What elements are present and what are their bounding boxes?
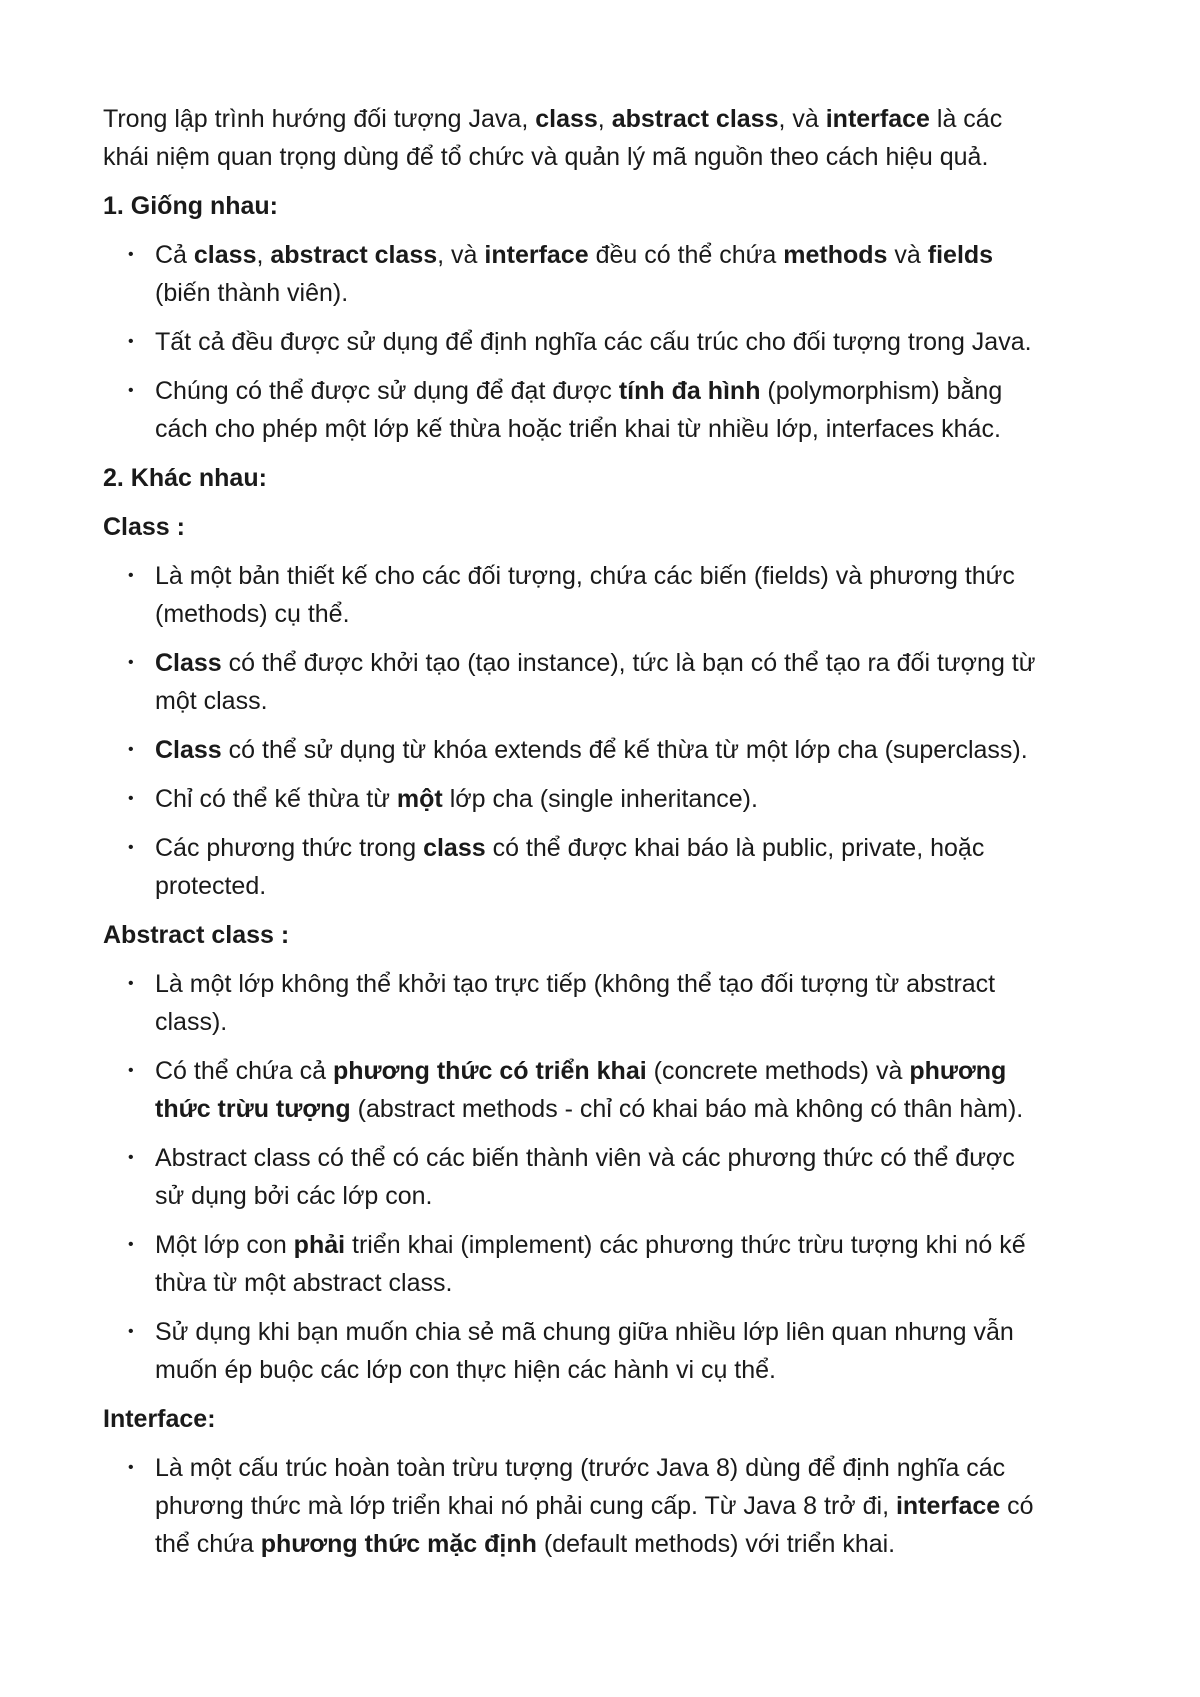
bullet-icon: • — [128, 1149, 134, 1166]
abstract-class-heading: Abstract class : — [103, 921, 290, 949]
list-item: • Một lớp con phải triển khai (implement) các phương thức trừu tượng khi nó kế thừa từ một abstract class. — [103, 1226, 1040, 1302]
bullet-icon: • — [128, 246, 134, 263]
list-item: • Các phương thức trong class có thể được khai báo là public, private, hoặc protected. — [103, 829, 1040, 905]
interface-list — [103, 1449, 1040, 1563]
list-item: • Chỉ có thể kế thừa từ một lớp cha (single inheritance). — [103, 780, 1040, 818]
list-item: • Là một bản thiết kế cho các đối tượng, chứa các biến (fields) và phương thức (methods) cụ thể. — [103, 557, 1040, 633]
list-item: • Abstract class có thể có các biến thành viên và các phương thức có thể được sử dụng bởi các lớp con. — [103, 1139, 1040, 1215]
list-item: • Class có thể được khởi tạo (tạo instance), tức là bạn có thể tạo ra đối tượng từ một class. — [103, 644, 1040, 720]
class-list — [103, 557, 1040, 905]
bullet-icon: • — [128, 790, 134, 807]
bullet-icon: • — [128, 1323, 134, 1340]
bullet-icon: • — [128, 333, 134, 350]
bullet-icon: • — [128, 741, 134, 758]
interface-heading: Interface: — [103, 1405, 216, 1433]
list-item: • Cả class, abstract class, và interface đều có thể chứa methods và fields (biến thành viên). — [103, 236, 1040, 312]
bullet-icon: • — [128, 1236, 134, 1253]
bullet-icon: • — [128, 975, 134, 992]
class-heading: Class : — [103, 513, 185, 541]
bullet-icon: • — [128, 382, 134, 399]
list-item: • Có thể chứa cả phương thức có triển khai (concrete methods) và phương thức trừu tượng (abstract methods - chỉ có khai báo mà không có thân hàm). — [103, 1052, 1040, 1128]
abstract-class-list — [103, 965, 1040, 1389]
bullet-icon: • — [128, 1062, 134, 1079]
list-item: • Tất cả đều được sử dụng để định nghĩa các cấu trúc cho đối tượng trong Java. — [103, 323, 1040, 361]
bullet-icon: • — [128, 567, 134, 584]
bullet-icon: • — [128, 1459, 134, 1476]
list-item: • Chúng có thể được sử dụng để đạt được tính đa hình (polymorphism) bằng cách cho phép một lớp kế thừa hoặc triển khai từ nhiều lớp, interfaces khác. — [103, 372, 1040, 448]
bullet-icon: • — [128, 839, 134, 856]
list-item: • Class có thể sử dụng từ khóa extends để kế thừa từ một lớp cha (superclass). — [103, 731, 1040, 769]
list-item: • Là một cấu trúc hoàn toàn trừu tượng (trước Java 8) dùng để định nghĩa các phương thức mà lớp triển khai nó phải cung cấp. Từ Java 8 trở đi, interface có thể chứa phương thức mặc định (default methods) với triển khai. — [103, 1449, 1040, 1563]
similarities-heading: 1. Giống nhau: — [103, 192, 278, 220]
list-item: • Sử dụng khi bạn muốn chia sẻ mã chung giữa nhiều lớp liên quan nhưng vẫn muốn ép buộc các lớp con thực hiện các hành vi cụ thể. — [103, 1313, 1040, 1389]
list-item: • Là một lớp không thể khởi tạo trực tiếp (không thể tạo đối tượng từ abstract class). — [103, 965, 1040, 1041]
intro-paragraph: Trong lập trình hướng đối tượng Java, class, abstract class, và interface là các khái niệm quan trọng dùng để tổ chức và quản lý mã nguồn theo cách hiệu quả. — [103, 105, 1003, 171]
similarities-list — [103, 236, 1040, 448]
differences-heading: 2. Khác nhau: — [103, 464, 267, 492]
bullet-icon: • — [128, 654, 134, 671]
